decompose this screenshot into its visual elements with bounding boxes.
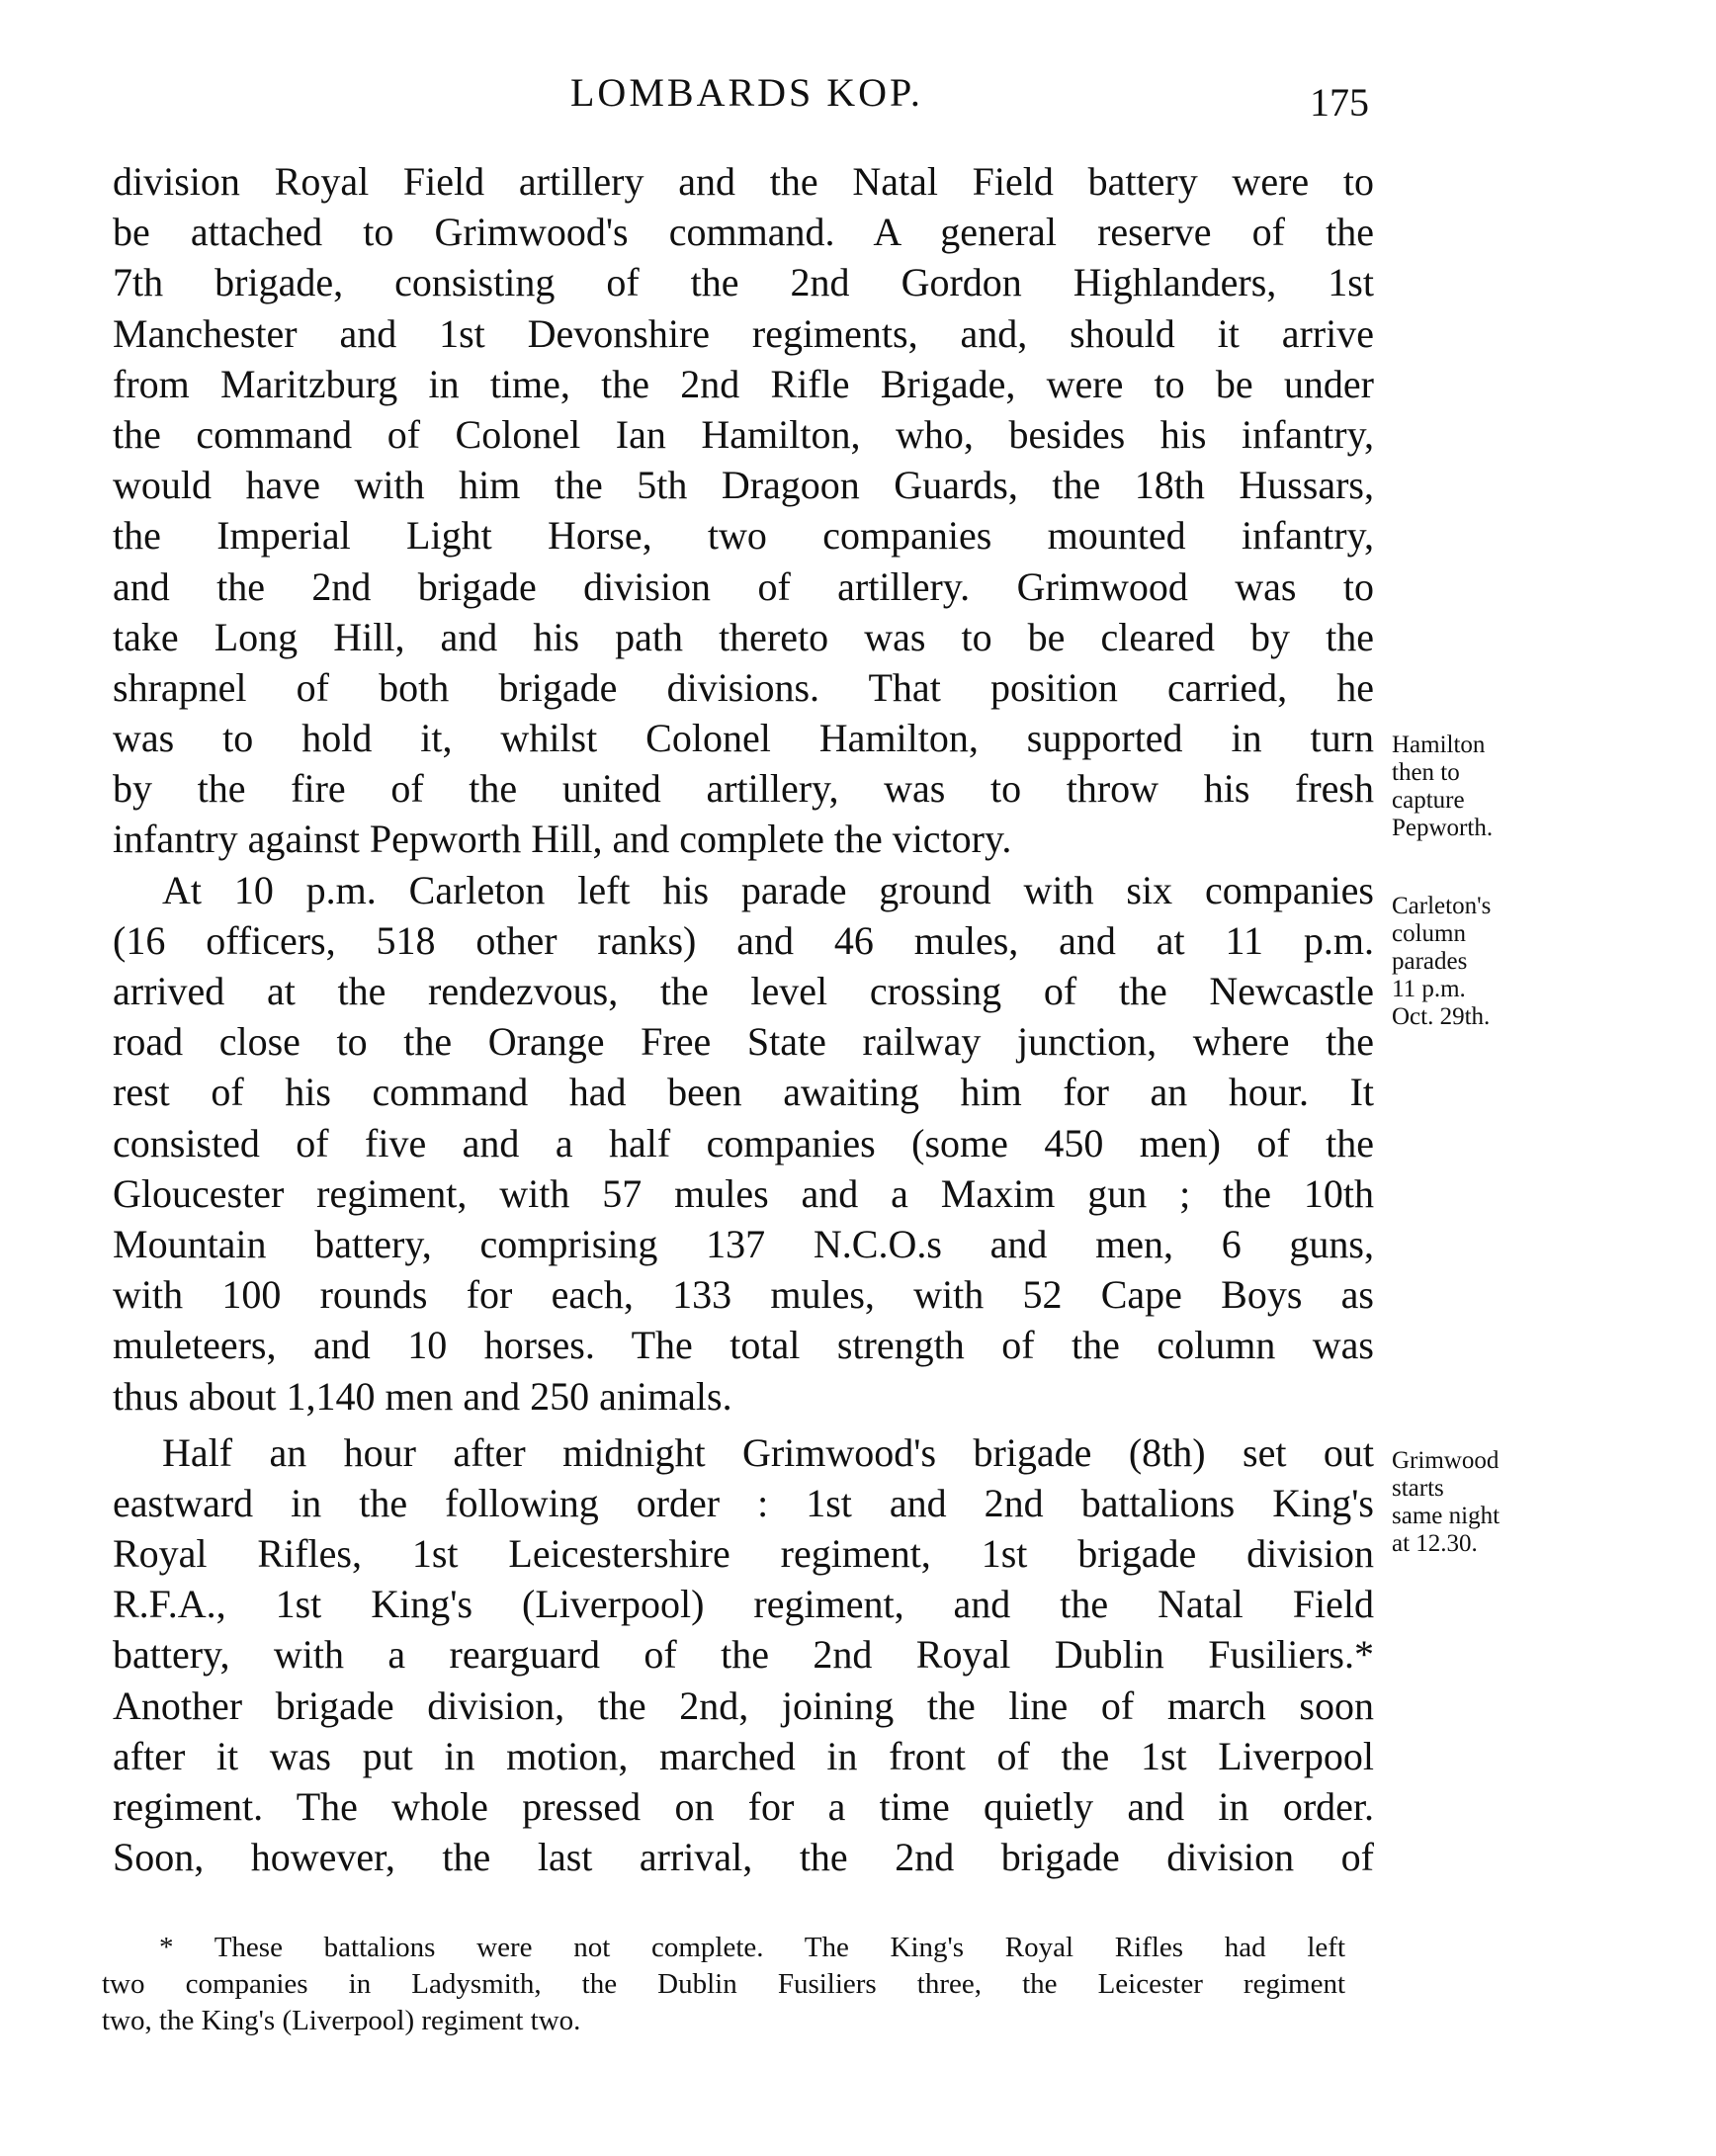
footnote-line: * These battalions were not complete. The King's Royal Rifles had left	[159, 1932, 1345, 1963]
note-line: then to	[1392, 759, 1460, 786]
note-line: starts	[1392, 1475, 1444, 1502]
margin-note-grimwood	[1392, 1447, 1708, 1558]
note-line: Hamilton	[1392, 732, 1486, 758]
text-line: the command of Colonel Ian Hamilton, who, besides his infantry,	[113, 411, 1374, 457]
note-line: column	[1392, 920, 1466, 947]
text-line: arrived at the rendezvous, the level crossing of the Newcastle	[113, 969, 1374, 1013]
paragraph-1	[113, 156, 1374, 865]
margin-note-hamilton	[1392, 732, 1708, 842]
text-line: and the 2nd brigade division of artillery. Grimwood was to	[113, 563, 1374, 609]
text-line: 7th brigade, consisting of the 2nd Gordon Highlanders, 1st	[113, 260, 1374, 305]
text-line: after it was put in motion, marched in front of the 1st Liverpool	[113, 1733, 1374, 1778]
note-line: 11 p.m.	[1392, 976, 1466, 1002]
text-line: was to hold it, whilst Colonel Hamilton, supported in turn	[113, 716, 1374, 761]
footnote	[102, 1930, 1345, 2039]
text-line: by the fire of the united artillery, was to throw his fresh	[113, 766, 1374, 812]
footnote-line: two, the King's (Liverpool) regiment two.	[102, 2005, 581, 2036]
note-line: capture	[1392, 787, 1465, 814]
text-line: road close to the Orange Free State railway junction, where the	[113, 1019, 1374, 1065]
note-line: same night	[1392, 1503, 1501, 1529]
text-line: battery, with a rearguard of the 2nd Royal Dublin Fusiliers.*	[113, 1632, 1374, 1678]
body-text	[113, 156, 1374, 1882]
text-line: (16 officers, 518 other ranks) and 46 mules, and at 11 p.m.	[113, 917, 1374, 963]
text-line: with 100 rounds for each, 133 mules, with 52 Cape Boys as	[113, 1272, 1374, 1318]
text-line: division Royal Field artillery and the Natal Field battery were to	[113, 159, 1374, 204]
note-line: Carleton's	[1392, 893, 1492, 919]
text-line: R.F.A., 1st King's (Liverpool) regiment, and the Natal Field	[113, 1582, 1374, 1627]
text-line: muleteers, and 10 horses. The total strength of the column was	[113, 1323, 1374, 1368]
note-line: parades	[1392, 948, 1468, 975]
note-line: at 12.30.	[1392, 1530, 1478, 1557]
text-line: Another brigade division, the 2nd, joining the line of march soon	[113, 1682, 1374, 1728]
text-line: rest of his command had been awaiting him for an hour. It	[113, 1070, 1374, 1115]
text-line: regiment. The whole pressed on for a time quietly and in order.	[113, 1784, 1374, 1829]
note-line: Grimwood	[1392, 1447, 1500, 1474]
text-line: consisted of five and a half companies (some 450 men) of the	[113, 1120, 1374, 1165]
text-line: take Long Hill, and his path thereto was to be cleared by the	[113, 614, 1374, 659]
text-line: Manchester and 1st Devonshire regiments, and, should it arrive	[113, 310, 1374, 356]
text-line: the Imperial Light Horse, two companies mounted infantry,	[113, 513, 1374, 559]
text-line: Soon, however, the last arrival, the 2nd brigade division of	[113, 1835, 1374, 1880]
paragraph-2	[113, 865, 1374, 1422]
text-line: Mountain battery, comprising 137 N.C.O.s and men, 6 guns,	[113, 1221, 1374, 1266]
text-line: Gloucester regiment, with 57 mules and a Maxim gun ; the 10th	[113, 1170, 1374, 1216]
text-line: Half an hour after midnight Grimwood's brigade (8th) set out	[162, 1429, 1374, 1475]
margin-note-carleton	[1392, 893, 1708, 1031]
note-line: Oct. 29th.	[1392, 1003, 1491, 1030]
text-line: infantry against Pepworth Hill, and complete the victory.	[113, 817, 1012, 862]
text-line: from Maritzburg in time, the 2nd Rifle Brigade, were to be under	[113, 361, 1374, 406]
paragraph-3	[113, 1427, 1374, 1883]
running-title: LOMBARDS KOP.	[570, 70, 923, 115]
note-line: Pepworth.	[1392, 815, 1494, 841]
text-line: would have with him the 5th Dragoon Guards, the 18th Hussars,	[113, 463, 1374, 508]
text-line: be attached to Grimwood's command. A general reserve of the	[113, 210, 1374, 255]
page-number: 175	[1310, 80, 1369, 125]
text-line: shrapnel of both brigade divisions. That position carried, he	[113, 664, 1374, 710]
text-line: At 10 p.m. Carleton left his parade ground with six companies	[162, 867, 1374, 912]
text-line: Royal Rifles, 1st Leicestershire regiment, 1st brigade division	[113, 1531, 1374, 1577]
footnote-line: two companies in Ladysmith, the Dublin Fusiliers three, the Leicester regiment	[102, 1968, 1345, 2000]
text-line: thus about 1,140 men and 250 animals.	[113, 1373, 732, 1419]
text-line: eastward in the following order : 1st and 2nd battalions King's	[113, 1480, 1374, 1525]
